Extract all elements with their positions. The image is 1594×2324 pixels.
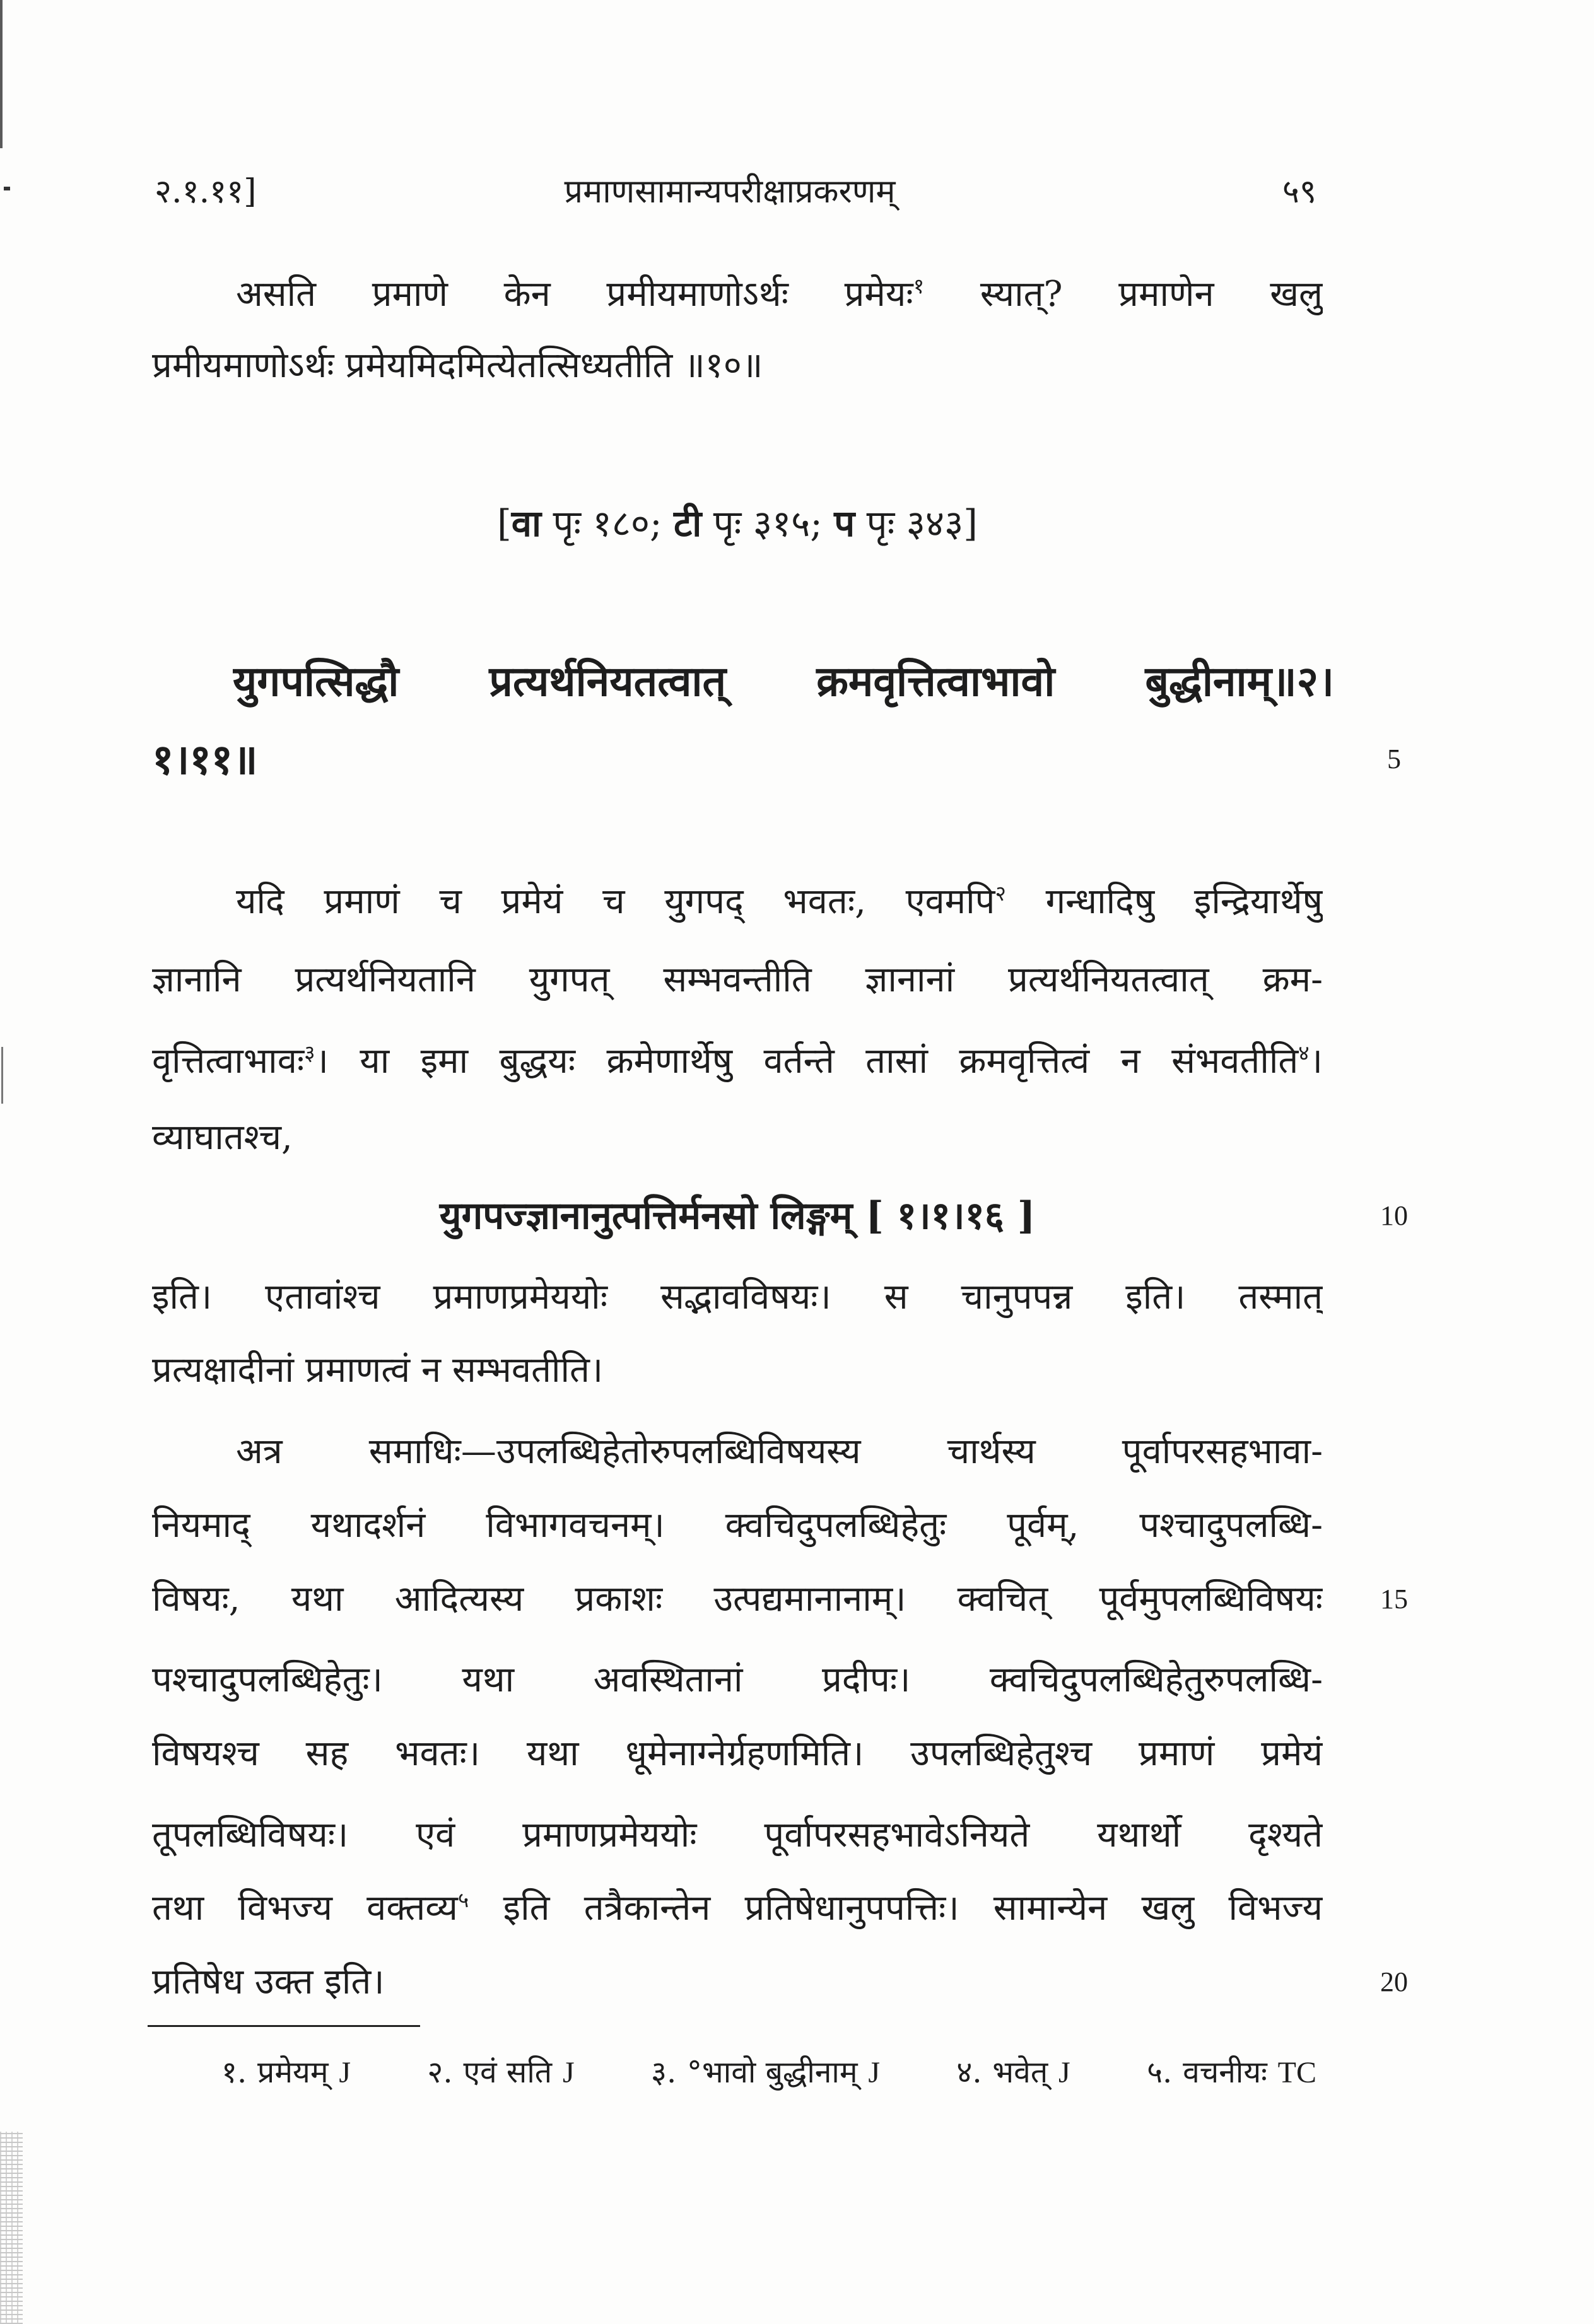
commentary-line: [236, 263, 1323, 326]
bhashya-line: [236, 870, 1323, 933]
footnote-reading: °भावो बुद्धीनाम्: [687, 2054, 858, 2090]
footnote-item: [956, 2051, 1070, 2092]
text-segment: स्यात्? प्रमाणेन खलु: [924, 274, 1323, 315]
chapter-title: प्रमाणसामान्यपरीक्षाप्रकरणम्: [564, 173, 896, 211]
footnote-item: [1147, 2051, 1316, 2092]
page-number: ५९: [1282, 173, 1316, 211]
siglum: प: [834, 502, 855, 545]
footnote-marker: ५: [457, 1887, 469, 1912]
footnote-number: ४.: [956, 2054, 982, 2090]
footnote-siglum: J: [1058, 2055, 1070, 2089]
edition-reference: [152, 492, 1323, 555]
line-number: 10: [1380, 1200, 1408, 1231]
text-segment: पृः १८०;: [541, 502, 674, 545]
footnote-item: [427, 2051, 574, 2092]
text-segment: असति प्रमाणे केन प्रमीयमाणोऽर्थः प्रमेयः: [236, 274, 913, 315]
quoted-sutra: [152, 1184, 1323, 1247]
text-segment: गन्धादिषु इन्द्रियार्थेषु: [1005, 881, 1323, 922]
footnote-marker: १: [913, 273, 925, 298]
text-segment: पृः ३४३]: [855, 502, 978, 545]
bhashya-line: [152, 1877, 1323, 1940]
text-segment: तथा विभज्य वक्तव्य: [152, 1888, 458, 1929]
bhashya-line: प्रतिषेध उक्त इति।: [152, 1961, 385, 2002]
text-segment: इति तत्रैकान्तेन प्रतिषेधानुपपत्तिः। सामान्येन खलु विभज्य: [469, 1888, 1323, 1929]
footnote-item: [651, 2051, 880, 2092]
line-number: 5: [1387, 744, 1401, 774]
scan-edge-mark: [4, 187, 10, 190]
bhashya-line: [152, 1030, 1323, 1093]
bhashya-line: विषयश्च सह भवतः। यथा धूमेनाग्नेर्ग्रहणमिति। उपलब्धिहेतुश्च प्रमाणं प्रमेयं: [152, 1733, 1323, 1774]
footnote-item: [221, 2051, 351, 2092]
text-segment: [: [497, 502, 512, 545]
text-segment: वृत्तित्वाभावः: [152, 1041, 305, 1082]
footnote-number: ३.: [651, 2054, 677, 2090]
bhashya-line: ज्ञानानि प्रत्यर्थनियतानि युगपत् सम्भवन्तीति ज्ञानानां प्रत्यर्थनियतत्वात् क्रम-: [152, 959, 1323, 1000]
line-number: 20: [1380, 1966, 1408, 1997]
sutra-line: युगपत्सिद्धौ प्रत्यर्थनियतत्वात् क्रमवृत्तित्वाभावो बुद्धीनाम्॥२।: [233, 657, 1334, 706]
text-segment: पृः ३१५;: [701, 502, 835, 545]
footnote-siglum: J: [562, 2055, 575, 2089]
scan-edge-mark: [1, 1047, 3, 1104]
footnote-reading: भवेत्: [992, 2054, 1048, 2090]
bhashya-line: अत्र समाधिः—उपलब्धिहेतोरुपलब्धिविषयस्य चार्थस्य पूर्वापरसहभावा-: [236, 1431, 1323, 1472]
scan-edge-mark: [0, 0, 3, 148]
footnote-reading: वचनीयः: [1183, 2054, 1267, 2090]
sutra-line: १।११॥: [152, 735, 258, 784]
footnote-number: १.: [221, 2054, 247, 2090]
footnote-rule: [148, 2025, 420, 2027]
footnote-reading: एवं सति: [463, 2054, 553, 2090]
footnote-siglum: TC: [1277, 2055, 1316, 2089]
siglum: वा: [511, 502, 542, 545]
bhashya-line: प्रत्यक्षादीनां प्रमाणत्वं न सम्भवतीति।: [152, 1350, 604, 1391]
footnote-number: २.: [427, 2054, 453, 2090]
text-segment: ।: [1309, 1041, 1323, 1082]
footnote-siglum: J: [868, 2055, 881, 2089]
bhashya-line: नियमाद् यथादर्शनं विभागवचनम्। क्वचिदुपलब्धिहेतुः पूर्वम्, पश्चादुपलब्धि-: [152, 1505, 1323, 1546]
bhashya-line: तूपलब्धिविषयः। एवं प्रमाणप्रमेययोः पूर्वापरसहभावेऽनियते यथार्थो दृश्यते: [152, 1814, 1323, 1855]
footnotes: [221, 2040, 1316, 2103]
footnote-siglum: J: [339, 2055, 351, 2089]
siglum: टी: [674, 502, 702, 545]
footnote-marker: ४: [1298, 1040, 1310, 1065]
footnote-marker: २: [995, 880, 1006, 906]
quoted-sutra-ref: [ १।१।१६ ]: [852, 1194, 1036, 1238]
commentary-line: प्रमीयमाणोऽर्थः प्रमेयमिदमित्येतत्सिध्यतीति ॥१०॥: [152, 345, 763, 386]
bhashya-line: पश्चादुपलब्धिहेतुः। यथा अवस्थितानां प्रदीपः। क्वचिदुपलब्धिहेतुरुपलब्धि-: [152, 1659, 1323, 1700]
text-segment: । या इमा बुद्धयः क्रमेणार्थेषु वर्तन्ते तासां क्रमवृत्तित्वं न संभवतीति: [315, 1041, 1299, 1082]
bhashya-line: इति। एतावांश्च प्रमाणप्रमेययोः सद्भावविषयः। स चानुपपन्न इति। तस्मात्: [152, 1276, 1323, 1317]
footnote-number: ५.: [1147, 2054, 1173, 2090]
section-reference: २.१.११]: [155, 173, 257, 211]
quoted-sutra-text: युगपज्ज्ञानानुत्पत्तिर्मनसो लिङ्गम्: [439, 1194, 853, 1238]
text-segment: यदि प्रमाणं च प्रमेयं च युगपद् भवतः, एवमपि: [236, 881, 995, 922]
bhashya-line: विषयः, यथा आदित्यस्य प्रकाशः उत्पद्यमानानाम्। क्वचित् पूर्वमुपलब्धिविषयः: [152, 1579, 1323, 1620]
bhashya-line: व्याघातश्च,: [152, 1117, 293, 1158]
footnote-reading: प्रमेयम्: [257, 2054, 329, 2090]
footnote-marker: ३: [304, 1040, 315, 1065]
scan-edge-speckle: [0, 2132, 23, 2324]
line-number: 15: [1380, 1584, 1408, 1615]
